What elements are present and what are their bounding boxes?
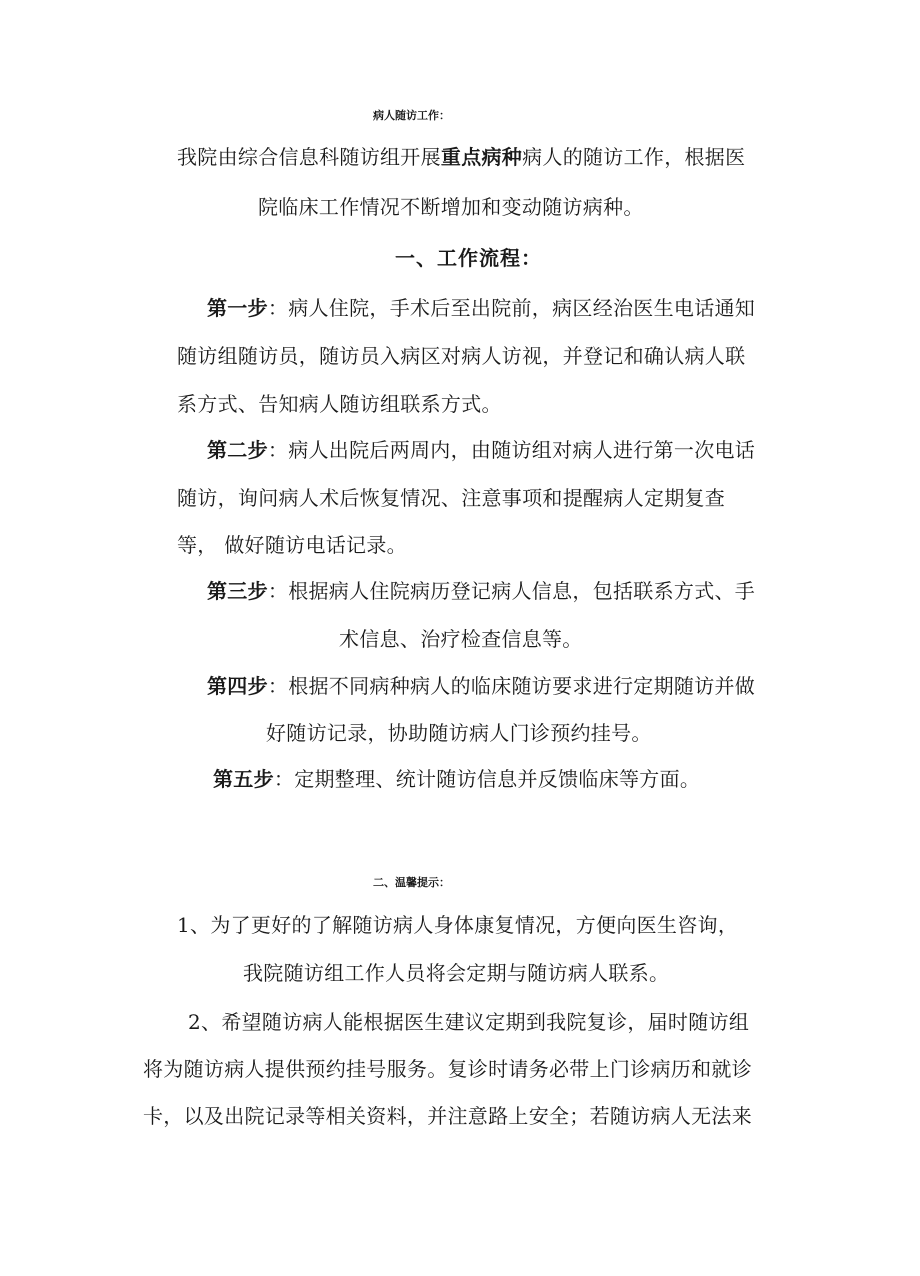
document-title: 病人随访工作： bbox=[373, 109, 450, 122]
tip-1-line-2: 我院随访组工作人员将会定期与随访病人联系。 bbox=[243, 961, 670, 985]
tip-2-line-1: 2、希望随访病人能根据医生建议定期到我院复诊，届时随访组 bbox=[188, 1010, 750, 1034]
step-3-label: 第三步 bbox=[207, 579, 268, 603]
intro-text-post: 病人的随访工作，根据医 bbox=[522, 145, 746, 169]
step-1-text: ：病人住院，手术后至出院前，病区经治医生电话通知 bbox=[267, 296, 756, 320]
step-2-line-2: 随访，询问病人术后恢复情况、注意事项和提醒病人定期复查 bbox=[177, 486, 726, 510]
step-1-label: 第一步 bbox=[207, 296, 268, 320]
step-5-label: 第五步 bbox=[213, 767, 274, 791]
intro-text-pre: 我院由综合信息科随访组开展 bbox=[177, 145, 441, 169]
step-2-text: ：病人出院后两周内，由随访组对病人进行第一次电话 bbox=[267, 438, 756, 462]
step-5-line-1 bbox=[213, 765, 700, 793]
tip-2-line-2: 将为随访病人提供预约挂号服务。复诊时请务必带上门诊病历和就诊 bbox=[143, 1057, 752, 1081]
step-4-line-1 bbox=[207, 672, 755, 700]
step-3-text: ：根据病人住院病历登记病人信息，包括联系方式、手 bbox=[267, 579, 756, 603]
section-heading-tips: 二、温馨提示： bbox=[373, 876, 450, 889]
step-4-line-2: 好随访记录，协助随访病人门诊预约挂号。 bbox=[266, 721, 652, 745]
step-5-text: ：定期整理、统计随访信息并反馈临床等方面。 bbox=[273, 767, 701, 791]
section-heading-workflow: 一、工作流程： bbox=[395, 246, 542, 270]
step-1-line-2: 随访组随访员，随访员入病区对病人访视，并登记和确认病人联 bbox=[177, 344, 746, 368]
tip-2-line-3: 卡，以及出院记录等相关资料，并注意路上安全；若随访病人无法来 bbox=[143, 1104, 752, 1128]
intro-line-2: 院临床工作情况不断增加和变动随访病种。 bbox=[258, 195, 644, 219]
step-3-line-1 bbox=[207, 577, 755, 605]
step-1-line-3: 系方式、告知病人随访组联系方式。 bbox=[177, 392, 502, 416]
step-2-line-3: 等， 做好随访电话记录。 bbox=[177, 533, 407, 557]
step-3-line-2: 术信息、治疗检查信息等。 bbox=[339, 627, 583, 651]
step-2-label: 第二步 bbox=[207, 438, 268, 462]
intro-line-1 bbox=[177, 143, 745, 171]
step-4-text: ：根据不同病种病人的临床随访要求进行定期随访并做 bbox=[267, 674, 756, 698]
step-4-label: 第四步 bbox=[207, 674, 268, 698]
step-2-line-1 bbox=[207, 436, 755, 464]
intro-text-bold: 重点病种 bbox=[440, 145, 523, 169]
tip-1-line-1: 1、为了更好的了解随访病人身体康复情况，方便向医生咨询， bbox=[177, 913, 739, 937]
step-1-line-1 bbox=[207, 294, 755, 322]
